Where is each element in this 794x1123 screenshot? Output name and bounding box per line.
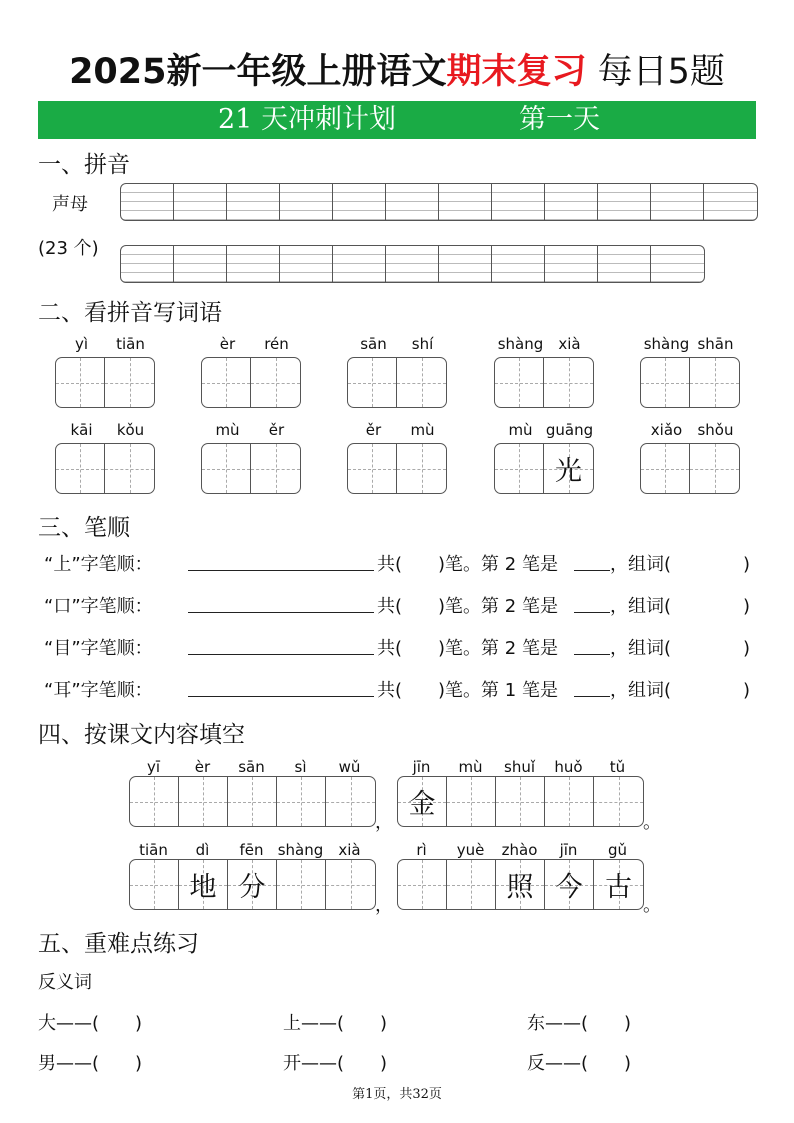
tianzi-cell[interactable] — [130, 777, 179, 826]
period: 。 — [643, 895, 661, 916]
word-pinyin: kǒu — [116, 421, 145, 439]
tianzi-cell[interactable] — [641, 358, 690, 407]
pinyin-cell[interactable] — [598, 184, 651, 220]
stroke-nth-line[interactable] — [574, 654, 610, 655]
pinyin-row-2[interactable] — [120, 245, 705, 283]
pinyin-cell[interactable] — [121, 246, 174, 282]
section-1-heading: 一、拼音 — [38, 152, 130, 178]
word-box[interactable] — [201, 443, 301, 494]
word-pinyin: xià — [558, 335, 581, 353]
cell-char: 今 — [555, 872, 583, 903]
tianzi-cell[interactable] — [277, 860, 326, 909]
fill-pinyin: wǔ — [338, 758, 361, 776]
word-pinyin: mù — [215, 421, 240, 439]
tianzi-cell[interactable] — [398, 777, 447, 826]
pinyin-cell[interactable] — [439, 184, 492, 220]
fill-pinyin: mù — [458, 758, 483, 776]
pinyin-cell[interactable] — [386, 246, 439, 282]
fill-pinyin: èr — [194, 758, 211, 776]
stroke-nth-line[interactable] — [574, 612, 610, 613]
tianzi-cell[interactable] — [251, 444, 300, 493]
cell-char: 照 — [506, 872, 534, 903]
comma: ， — [375, 812, 393, 833]
word-box[interactable] — [347, 443, 447, 494]
tianzi-cell[interactable] — [495, 358, 544, 407]
pinyin-cell[interactable] — [598, 246, 651, 282]
tianzi-cell[interactable] — [447, 860, 496, 909]
tianzi-cell[interactable] — [544, 444, 593, 493]
word-box[interactable] — [494, 443, 594, 494]
cell-char: 金 — [408, 789, 436, 820]
stroke-count-text: 共( )笔。第 1 笔是 — [377, 680, 558, 701]
tianzi-cell[interactable] — [326, 777, 375, 826]
title-part1: 2025新一年级上册语文 — [69, 52, 447, 92]
fill-pinyin: huǒ — [554, 758, 583, 776]
tianzi-cell[interactable] — [228, 777, 277, 826]
fill-box-3[interactable] — [129, 859, 376, 910]
tianzi-cell[interactable] — [348, 358, 397, 407]
stroke-answer-line[interactable] — [188, 654, 374, 655]
pinyin-cell[interactable] — [227, 246, 280, 282]
tianzi-cell[interactable] — [348, 444, 397, 493]
fill-pinyin: sì — [294, 758, 307, 776]
tianzi-cell[interactable] — [495, 444, 544, 493]
tianzi-cell[interactable] — [56, 358, 105, 407]
tianzi-cell[interactable] — [105, 358, 154, 407]
pinyin-cell[interactable] — [704, 184, 757, 220]
stroke-char-label: “耳”字笔顺： — [44, 680, 153, 701]
antonym-item[interactable]: 大——( ) — [38, 1013, 143, 1034]
section-2-heading: 二、看拼音写词语 — [38, 300, 222, 326]
antonym-item[interactable]: 反——( ) — [527, 1053, 632, 1074]
tianzi-cell[interactable] — [447, 777, 496, 826]
tianzi-cell[interactable] — [277, 777, 326, 826]
fill-pinyin: xià — [338, 841, 361, 859]
tianzi-cell[interactable] — [56, 444, 105, 493]
tianzi-cell[interactable] — [228, 860, 277, 909]
pinyin-cell[interactable] — [651, 246, 704, 282]
word-pinyin: shàng — [643, 335, 690, 353]
fill-pinyin: shuǐ — [504, 758, 535, 776]
word-box[interactable] — [55, 443, 155, 494]
antonym-item[interactable]: 男——( ) — [38, 1053, 143, 1074]
tianzi-cell[interactable] — [690, 444, 739, 493]
tianzi-cell[interactable] — [202, 358, 251, 407]
stroke-word-text: ，组词( ) — [610, 596, 751, 617]
stroke-nth-line[interactable] — [574, 696, 610, 697]
pinyin-cell[interactable] — [174, 184, 227, 220]
word-pinyin: xiǎo — [650, 421, 683, 439]
tianzi-cell[interactable] — [105, 444, 154, 493]
pinyin-cell[interactable] — [227, 184, 280, 220]
tianzi-cell[interactable] — [594, 860, 643, 909]
fill-pinyin: gǔ — [607, 841, 628, 859]
fill-pinyin: yī — [146, 758, 161, 776]
cell-char: 古 — [605, 872, 632, 903]
title-highlight: 期末复习 — [446, 52, 587, 92]
tianzi-cell[interactable] — [496, 860, 545, 909]
tianzi-cell[interactable] — [251, 358, 300, 407]
tianzi-cell[interactable] — [326, 860, 375, 909]
fill-pinyin: fēn — [239, 841, 264, 859]
tianzi-cell[interactable] — [545, 860, 594, 909]
fill-pinyin: tiān — [139, 841, 168, 859]
pinyin-cell[interactable] — [280, 184, 333, 220]
stroke-word-text: ，组词( ) — [610, 554, 751, 575]
pinyin-cell[interactable] — [651, 184, 704, 220]
word-pinyin: rén — [264, 335, 289, 353]
fill-pinyin: zhào — [501, 841, 538, 859]
period: 。 — [643, 812, 661, 833]
fill-pinyin: sān — [238, 758, 265, 776]
page-footer: 第1页，共32页 — [352, 1087, 442, 1102]
page-title — [0, 44, 794, 94]
stroke-answer-line[interactable] — [188, 570, 374, 571]
tianzi-cell[interactable] — [179, 777, 228, 826]
word-pinyin: mù — [410, 421, 435, 439]
tianzi-cell[interactable] — [397, 358, 446, 407]
pinyin-cell[interactable] — [545, 246, 598, 282]
word-box[interactable] — [201, 357, 301, 408]
word-pinyin: shàng — [497, 335, 544, 353]
word-pinyin: kāi — [70, 421, 93, 439]
word-box[interactable] — [55, 357, 155, 408]
word-pinyin: shí — [411, 335, 434, 353]
section-3-heading: 三、笔顺 — [38, 515, 130, 541]
pinyin-cell[interactable] — [333, 246, 386, 282]
antonym-item[interactable]: 东——( ) — [527, 1013, 632, 1034]
fill-box-1[interactable] — [129, 776, 376, 827]
shengmu-count: (23 个) — [38, 238, 99, 259]
banner-right: 第一天 — [519, 104, 600, 135]
tianzi-cell[interactable] — [690, 358, 739, 407]
stroke-answer-line[interactable] — [188, 612, 374, 613]
word-pinyin: mù — [508, 421, 533, 439]
stroke-word-text: ，组词( ) — [610, 638, 751, 659]
pinyin-cell[interactable] — [333, 184, 386, 220]
stroke-count-text: 共( )笔。第 2 笔是 — [377, 638, 558, 659]
word-box[interactable] — [494, 357, 594, 408]
stroke-count-text: 共( )笔。第 2 笔是 — [377, 596, 558, 617]
fill-pinyin: rì — [416, 841, 427, 859]
word-pinyin: tiān — [116, 335, 145, 353]
word-box[interactable] — [640, 443, 740, 494]
word-pinyin: ěr — [268, 421, 285, 439]
antonym-item[interactable]: 开——( ) — [283, 1053, 388, 1074]
tianzi-cell[interactable] — [544, 358, 593, 407]
tianzi-cell[interactable] — [179, 860, 228, 909]
fill-box-4[interactable] — [397, 859, 644, 910]
word-box[interactable] — [347, 357, 447, 408]
section-4-heading: 四、按课文内容填空 — [38, 722, 245, 748]
tianzi-cell[interactable] — [641, 444, 690, 493]
fill-pinyin: jīn — [412, 758, 431, 776]
word-pinyin: sān — [360, 335, 387, 353]
section-5-heading: 五、重难点练习 — [38, 931, 199, 957]
word-pinyin: guāng — [545, 421, 594, 439]
stroke-char-label: “口”字笔顺： — [44, 596, 153, 617]
fill-pinyin: jīn — [559, 841, 578, 859]
tianzi-cell[interactable] — [398, 860, 447, 909]
tianzi-cell[interactable] — [545, 777, 594, 826]
pinyin-row-1[interactable] — [120, 183, 758, 221]
stroke-char-label: “上”字笔顺： — [44, 554, 153, 575]
word-box[interactable] — [640, 357, 740, 408]
shengmu-label: 声母 — [52, 194, 88, 215]
tianzi-cell[interactable] — [202, 444, 251, 493]
word-pinyin: shān — [697, 335, 734, 353]
word-pinyin: èr — [219, 335, 236, 353]
pinyin-cell[interactable] — [492, 184, 545, 220]
tianzi-cell[interactable] — [594, 777, 643, 826]
plan-banner — [38, 101, 756, 139]
fill-box-2[interactable] — [397, 776, 644, 827]
pinyin-cell[interactable] — [492, 246, 545, 282]
stroke-nth-line[interactable] — [574, 570, 610, 571]
tianzi-cell[interactable] — [130, 860, 179, 909]
cell-char: 分 — [238, 872, 266, 903]
stroke-word-text: ，组词( ) — [610, 680, 751, 701]
pinyin-cell[interactable] — [545, 184, 598, 220]
word-pinyin: yì — [74, 335, 89, 353]
pinyin-cell[interactable] — [121, 184, 174, 220]
stroke-count-text: 共( )笔。第 2 笔是 — [377, 554, 558, 575]
banner-left: 21 天冲刺计划 — [218, 104, 396, 135]
antonym-item[interactable]: 上——( ) — [283, 1013, 388, 1034]
word-pinyin: shǒu — [697, 421, 734, 439]
pinyin-cell[interactable] — [386, 184, 439, 220]
cell-char: 光 — [555, 456, 582, 487]
tianzi-cell[interactable] — [496, 777, 545, 826]
stroke-answer-line[interactable] — [188, 696, 374, 697]
title-part3: 每日5题 — [586, 52, 725, 92]
tianzi-cell[interactable] — [397, 444, 446, 493]
word-pinyin: ěr — [365, 421, 382, 439]
fill-pinyin: dì — [195, 841, 210, 859]
stroke-char-label: “目”字笔顺： — [44, 638, 153, 659]
antonym-label: 反义词 — [38, 972, 92, 993]
pinyin-cell[interactable] — [174, 246, 227, 282]
fill-pinyin: tǔ — [609, 758, 626, 776]
cell-char: 地 — [189, 872, 217, 903]
comma: ， — [375, 895, 393, 916]
fill-pinyin: yuè — [456, 841, 485, 859]
pinyin-cell[interactable] — [280, 246, 333, 282]
pinyin-cell[interactable] — [439, 246, 492, 282]
fill-pinyin: shàng — [277, 841, 324, 859]
